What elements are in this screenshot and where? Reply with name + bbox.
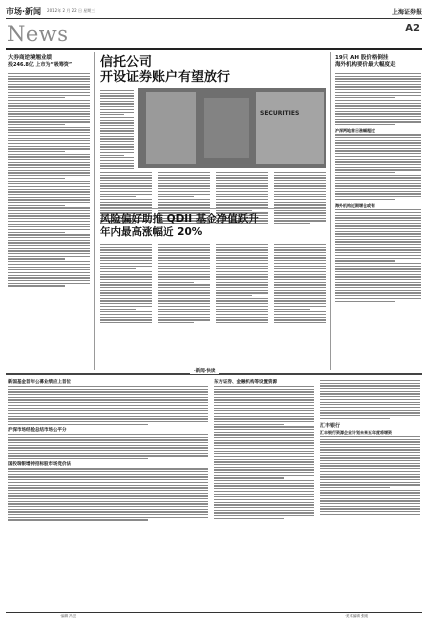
left-headline: 大券商逆境翘业绩 <box>8 55 53 61</box>
qdii-title-line2: 年内最高涨幅近 20% <box>100 226 203 238</box>
right-body-2 <box>335 134 421 200</box>
bottom-item-4: 东方证券、金融机构等设置资源 <box>214 380 277 385</box>
right-headline-1: 19只 AH 股价格倒挂 <box>335 55 389 61</box>
footer-right: ·美术编辑 张刚 <box>344 614 368 618</box>
qdii-body <box>100 244 326 323</box>
right-headline-2: 海外机构要价最大幅度走 <box>335 62 396 68</box>
section-name: 市场·新闻 <box>6 6 42 16</box>
feature-photo <box>138 88 326 168</box>
bottom-right-block <box>320 380 420 515</box>
footer-left: ·编辑 冯芸 <box>60 614 77 618</box>
masthead-bottom-rule <box>6 48 422 50</box>
bottom-middle-block <box>214 380 314 519</box>
right-subhead-1: 沪深两地首日涨幅超过 <box>335 128 375 134</box>
feature-article <box>100 55 326 85</box>
qdii-title-line1: 风险偏好助推 QDII 基金净值跃升 <box>100 213 259 225</box>
bottom-right-head: 汇丰银行 <box>320 422 341 429</box>
left-column <box>8 55 90 287</box>
qdii-top-rule <box>100 208 326 209</box>
masthead-rule <box>6 18 422 19</box>
bottom-item-3: 国投瑞银增持招标股市场竞价法 <box>8 462 71 468</box>
right-column-divider <box>330 52 331 370</box>
column-divider <box>94 52 95 370</box>
bottom-strip-label: ·新闻·快读 <box>190 368 219 374</box>
news-label: News <box>7 22 69 46</box>
date-line: 2012年 2 月 22 日 星期三 <box>47 8 96 13</box>
right-body-1 <box>335 73 421 125</box>
left-subheadline: 投246.8亿 上市为“吸筹资” <box>8 62 73 68</box>
masthead <box>6 6 422 16</box>
paper-name: 上海证券报 <box>391 8 422 16</box>
bottom-item-2: 沪深市场经验总结市场公平分 <box>8 427 67 433</box>
bottom-item-1: 新国基金首年公募业绩应上首位 <box>8 380 71 385</box>
feature-body-1 <box>100 90 134 169</box>
footer-rule <box>6 612 422 613</box>
right-body-3 <box>335 209 421 302</box>
bottom-right-sub: 汇丰银行资源企业计划未来五年度将增资 <box>320 429 392 435</box>
photo-sign-text: SECURITIES <box>260 110 300 117</box>
feature-title-line2: 开设证券账户有望放行 <box>100 70 231 85</box>
bottom-left-block <box>8 380 208 524</box>
left-body-text <box>8 73 90 287</box>
qdii-article <box>100 213 326 323</box>
right-subhead-2: 海外机构近期增仓或有 <box>335 203 375 209</box>
right-column <box>335 55 421 302</box>
page-number: A2 <box>405 23 420 34</box>
feature-title-line1: 信托公司 <box>100 55 153 70</box>
